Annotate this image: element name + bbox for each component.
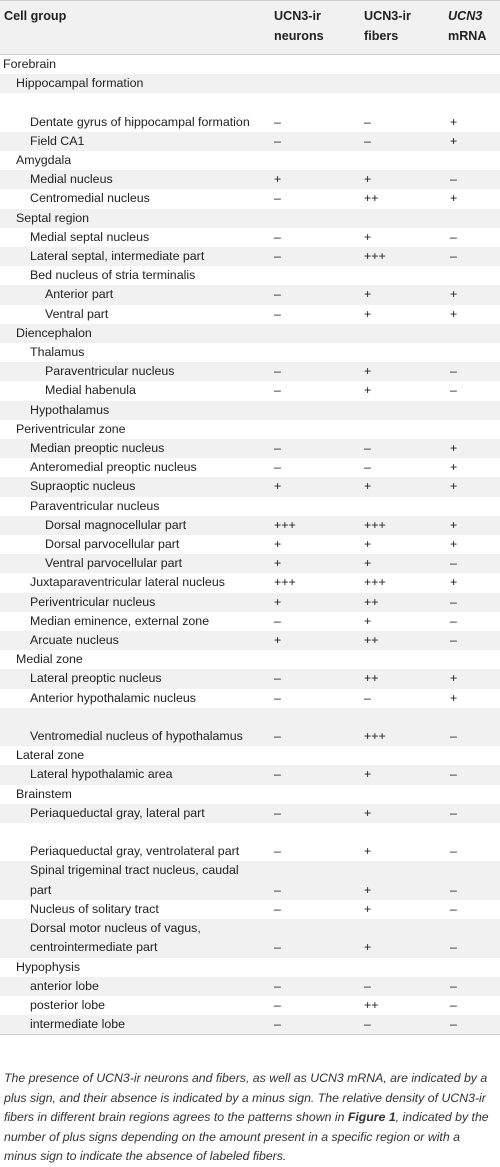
mrna-value: – — [450, 844, 457, 859]
neurons-value — [270, 420, 360, 439]
header-neurons: UCN3-ir neurons — [270, 1, 360, 55]
mrna-value: – — [450, 882, 457, 897]
mrna-value — [448, 785, 500, 804]
table-row — [0, 535, 500, 554]
mrna-value — [448, 746, 500, 765]
fibers-value — [360, 958, 448, 977]
fibers-value: + — [364, 306, 372, 321]
mrna-value — [448, 151, 500, 170]
fibers-value — [360, 785, 448, 804]
neurons-value — [270, 497, 360, 516]
mrna-value: – — [450, 613, 457, 628]
table-row — [0, 362, 500, 381]
mrna-value — [448, 55, 500, 75]
neurons-value: – — [274, 306, 281, 321]
row-label: Medial septal nucleus — [30, 229, 150, 244]
fibers-value — [360, 266, 448, 285]
header-fibers: UCN3-ir fibers — [360, 1, 448, 55]
table-row — [0, 1015, 500, 1035]
mrna-value: – — [450, 729, 457, 744]
table-row — [0, 900, 500, 919]
mrna-value: + — [450, 460, 458, 475]
table-row — [0, 170, 500, 189]
neurons-value: – — [274, 882, 281, 897]
table-row — [0, 861, 500, 899]
neurons-value: + — [274, 633, 282, 648]
fibers-value: – — [364, 114, 371, 129]
fibers-value: + — [364, 805, 372, 820]
table-row — [0, 381, 500, 400]
mrna-value: + — [450, 191, 458, 206]
table-row — [0, 746, 500, 765]
fibers-value: ++ — [364, 633, 379, 648]
mrna-value: + — [450, 690, 458, 705]
neurons-value: – — [274, 229, 281, 244]
fibers-value — [360, 343, 448, 362]
row-label: Ventral parvocellular part — [45, 556, 183, 571]
neurons-value: – — [274, 191, 281, 206]
mrna-value: + — [450, 537, 458, 552]
row-label: Bed nucleus of stria terminalis — [30, 268, 196, 283]
neurons-value: – — [274, 940, 281, 955]
fibers-value: ++ — [364, 191, 379, 206]
table-row — [0, 151, 500, 170]
neurons-value — [270, 151, 360, 170]
fibers-value — [360, 324, 448, 343]
fibers-value: + — [364, 537, 372, 552]
neurons-value — [270, 343, 360, 362]
neurons-value — [270, 650, 360, 669]
neurons-value: +++ — [274, 575, 296, 590]
fibers-value: + — [364, 882, 372, 897]
row-label: Ventromedial nucleus of hypothalamus — [30, 729, 243, 744]
row-label: Field CA1 — [30, 133, 85, 148]
figure-reference: Figure 1 — [347, 1110, 396, 1124]
row-label: Medial habenula — [45, 383, 136, 398]
table-row — [0, 823, 500, 861]
table-row — [0, 401, 500, 420]
fibers-value: ++ — [364, 671, 379, 686]
neurons-value — [270, 324, 360, 343]
row-label: Thalamus — [30, 345, 85, 360]
table-row — [0, 996, 500, 1015]
table-row — [0, 266, 500, 285]
neurons-value: – — [274, 997, 281, 1012]
mrna-value: – — [450, 364, 457, 379]
fibers-value: + — [364, 844, 372, 859]
row-label: Paraventricular nucleus — [30, 498, 160, 513]
neurons-value — [270, 746, 360, 765]
row-label: intermediate lobe — [0, 1015, 270, 1035]
table-row — [0, 573, 500, 592]
neurons-value — [270, 401, 360, 420]
row-label: Periaqueductal gray, ventrolateral part — [30, 844, 240, 859]
row-label: Lateral hypothalamic area — [30, 767, 173, 782]
fibers-value — [360, 151, 448, 170]
table-row — [0, 650, 500, 669]
table-row — [0, 554, 500, 573]
fibers-value: + — [364, 940, 372, 955]
row-label: Median preoptic nucleus — [30, 441, 165, 456]
fibers-value: + — [364, 556, 372, 571]
row-label: anterior lobe — [30, 978, 99, 993]
row-label: Septal region — [16, 210, 90, 225]
table-row — [0, 74, 500, 93]
neurons-value: – — [274, 729, 281, 744]
fibers-value: ++ — [364, 594, 379, 609]
row-label: Juxtaparaventricular lateral nucleus — [30, 575, 225, 590]
mrna-value: – — [450, 172, 457, 187]
header-cell-group: Cell group — [0, 1, 270, 55]
row-label: Hypophysis — [16, 959, 81, 974]
fibers-value — [360, 55, 448, 75]
mrna-value — [448, 958, 500, 977]
row-label: Diencephalon — [16, 325, 92, 340]
row-label: Hippocampal formation — [16, 76, 144, 91]
table-row — [0, 785, 500, 804]
fibers-value: ++ — [364, 997, 379, 1012]
neurons-value: – — [274, 805, 281, 820]
mrna-value — [448, 266, 500, 285]
row-label: Dorsal magnocellular part — [45, 517, 187, 532]
neurons-value: – — [274, 613, 281, 628]
fibers-value — [360, 420, 448, 439]
fibers-value: + — [364, 613, 372, 628]
row-label: Lateral preoptic nucleus — [30, 671, 162, 686]
row-label: Dorsal parvocellular part — [45, 537, 180, 552]
mrna-value: – — [450, 556, 457, 571]
mrna-value: – — [450, 978, 457, 993]
neurons-value: – — [274, 690, 281, 705]
neurons-value: – — [274, 287, 281, 302]
fibers-value: – — [364, 133, 371, 148]
table-row — [0, 285, 500, 304]
table-row — [0, 55, 500, 75]
fibers-value: + — [364, 383, 372, 398]
table-row — [0, 612, 500, 631]
neurons-value — [270, 785, 360, 804]
row-label: Periventricular zone — [16, 421, 126, 436]
neurons-value: – — [274, 671, 281, 686]
fibers-value: +++ — [364, 575, 386, 590]
fibers-value — [360, 497, 448, 516]
table-row — [0, 708, 500, 746]
neurons-value: – — [274, 460, 281, 475]
row-label: Supraoptic nucleus — [30, 479, 136, 494]
header-mrna: UCN3 mRNA — [448, 1, 500, 55]
table-row — [0, 919, 500, 957]
neurons-value: – — [274, 114, 281, 129]
row-label: Arcuate nucleus — [30, 633, 119, 648]
row-label: Forebrain — [3, 57, 57, 71]
table-row — [0, 420, 500, 439]
mrna-value — [448, 420, 500, 439]
mrna-value — [448, 324, 500, 343]
table-row — [0, 477, 500, 496]
neurons-value: – — [274, 441, 281, 456]
mrna-value: – — [450, 901, 457, 916]
mrna-value: – — [450, 633, 457, 648]
table-row — [0, 804, 500, 823]
mrna-value: + — [450, 441, 458, 456]
neurons-value: +++ — [274, 517, 296, 532]
table-row — [0, 497, 500, 516]
row-label: Dorsal motor nucleus of vagus, centrointermediate part — [30, 921, 201, 955]
neurons-value: – — [274, 844, 281, 859]
neurons-value — [270, 55, 360, 75]
table-row — [0, 305, 500, 324]
row-label: Hypothalamus — [30, 402, 110, 417]
mrna-value: + — [450, 306, 458, 321]
table-header — [0, 1, 500, 55]
fibers-value: + — [364, 901, 372, 916]
mrna-value: – — [450, 940, 457, 955]
table-row — [0, 765, 500, 784]
row-label: Spinal trigeminal tract nucleus, caudal part — [30, 863, 239, 897]
row-label: Brainstem — [16, 786, 72, 801]
mrna-value: + — [450, 575, 458, 590]
fibers-value: +++ — [364, 729, 386, 744]
mrna-value — [448, 650, 500, 669]
row-label: Medial nucleus — [30, 172, 113, 187]
neurons-value: – — [274, 364, 281, 379]
row-label: Anterior part — [45, 287, 114, 302]
fibers-value — [360, 401, 448, 420]
fibers-value: – — [364, 978, 371, 993]
row-label: Lateral zone — [16, 748, 85, 763]
neurons-value: – — [274, 133, 281, 148]
mrna-value — [448, 209, 500, 228]
row-label: Anterior hypothalamic nucleus — [30, 690, 196, 705]
row-label: Dentate gyrus of hippocampal formation — [30, 114, 250, 129]
mrna-value: + — [450, 479, 458, 494]
table-row — [0, 977, 500, 996]
fibers-value: + — [364, 229, 372, 244]
fibers-value: + — [364, 287, 372, 302]
fibers-value: – — [364, 460, 371, 475]
neurons-value: – — [274, 249, 281, 264]
mrna-value — [448, 401, 500, 420]
table-row — [0, 516, 500, 535]
mrna-value: + — [450, 517, 458, 532]
table-row — [0, 189, 500, 208]
row-label: Nucleus of solitary tract — [30, 901, 159, 916]
neurons-value: + — [274, 172, 282, 187]
row-label: Periaqueductal gray, lateral part — [30, 805, 205, 820]
fibers-value: – — [364, 690, 371, 705]
table-row — [0, 669, 500, 688]
fibers-value: +++ — [364, 249, 386, 264]
fibers-value: +++ — [364, 517, 386, 532]
mrna-value: – — [450, 997, 457, 1012]
mrna-value: + — [450, 114, 458, 129]
mrna-value: + — [450, 671, 458, 686]
neurons-value: – — [274, 383, 281, 398]
neurons-value: – — [274, 978, 281, 993]
fibers-value — [360, 746, 448, 765]
row-label: Ventral part — [45, 306, 109, 321]
fibers-value: + — [364, 172, 372, 187]
mrna-value: – — [450, 594, 457, 609]
mrna-value: – — [450, 249, 457, 264]
mrna-value: – — [450, 229, 457, 244]
fibers-value: + — [364, 767, 372, 782]
row-label: Medial zone — [16, 652, 83, 667]
row-label: Anteromedial preoptic nucleus — [30, 460, 197, 475]
table-row — [0, 458, 500, 477]
table-row — [0, 958, 500, 977]
table-row — [0, 228, 500, 247]
table-row — [0, 689, 500, 708]
table-body — [0, 55, 500, 1035]
mrna-value — [448, 497, 500, 516]
neurons-value: + — [274, 594, 282, 609]
fibers-value — [360, 209, 448, 228]
fibers-value: – — [364, 441, 371, 456]
mrna-value — [448, 74, 500, 93]
fibers-value — [360, 650, 448, 669]
fibers-value: + — [364, 479, 372, 494]
neurons-value — [270, 958, 360, 977]
mrna-value: + — [450, 133, 458, 148]
row-label: Periventricular nucleus — [30, 594, 156, 609]
table-row — [0, 324, 500, 343]
neurons-value: + — [274, 479, 282, 494]
neurons-value: + — [274, 537, 282, 552]
table-row — [0, 132, 500, 151]
table-row — [0, 247, 500, 266]
neurons-value — [270, 209, 360, 228]
row-label: Median eminence, external zone — [30, 613, 210, 628]
neurons-value: + — [274, 556, 282, 571]
neurons-value: – — [270, 1015, 360, 1035]
table-row — [0, 439, 500, 458]
mrna-value: – — [450, 383, 457, 398]
fibers-value — [360, 74, 448, 93]
mrna-value: – — [450, 767, 457, 782]
mrna-value — [448, 343, 500, 362]
neurons-value: – — [274, 767, 281, 782]
mrna-value: – — [448, 1015, 500, 1035]
row-label: Amygdala — [16, 153, 72, 167]
row-label: posterior lobe — [30, 997, 106, 1012]
table-footnote: The presence of UCN3-ir neurons and fibers, as well as UCN3 mRNA, are indicated by a plus sign, and their absence is indicated by a minus sign. The relative density of UCN3-ir fibers in different brain regions agrees to the patterns shown in Figure 1, indicated by the number of plus signs depending on the amount present in a specific region or with a minus sign to indicate the absence of labeled fibers. — [4, 1071, 489, 1163]
table-row — [0, 93, 500, 131]
mrna-value: – — [450, 805, 457, 820]
mrna-value: + — [450, 287, 458, 302]
table-row — [0, 593, 500, 612]
fibers-value: + — [364, 364, 372, 379]
table-row — [0, 209, 500, 228]
row-label: Centromedial nucleus — [30, 191, 150, 206]
row-label: Paraventricular nucleus — [45, 364, 175, 379]
neurons-value — [270, 266, 360, 285]
table-row — [0, 631, 500, 650]
table-row — [0, 343, 500, 362]
neurons-value — [270, 74, 360, 93]
row-label: Lateral septal, intermediate part — [30, 249, 205, 264]
fibers-value: – — [360, 1015, 448, 1035]
neurons-value: – — [274, 901, 281, 916]
